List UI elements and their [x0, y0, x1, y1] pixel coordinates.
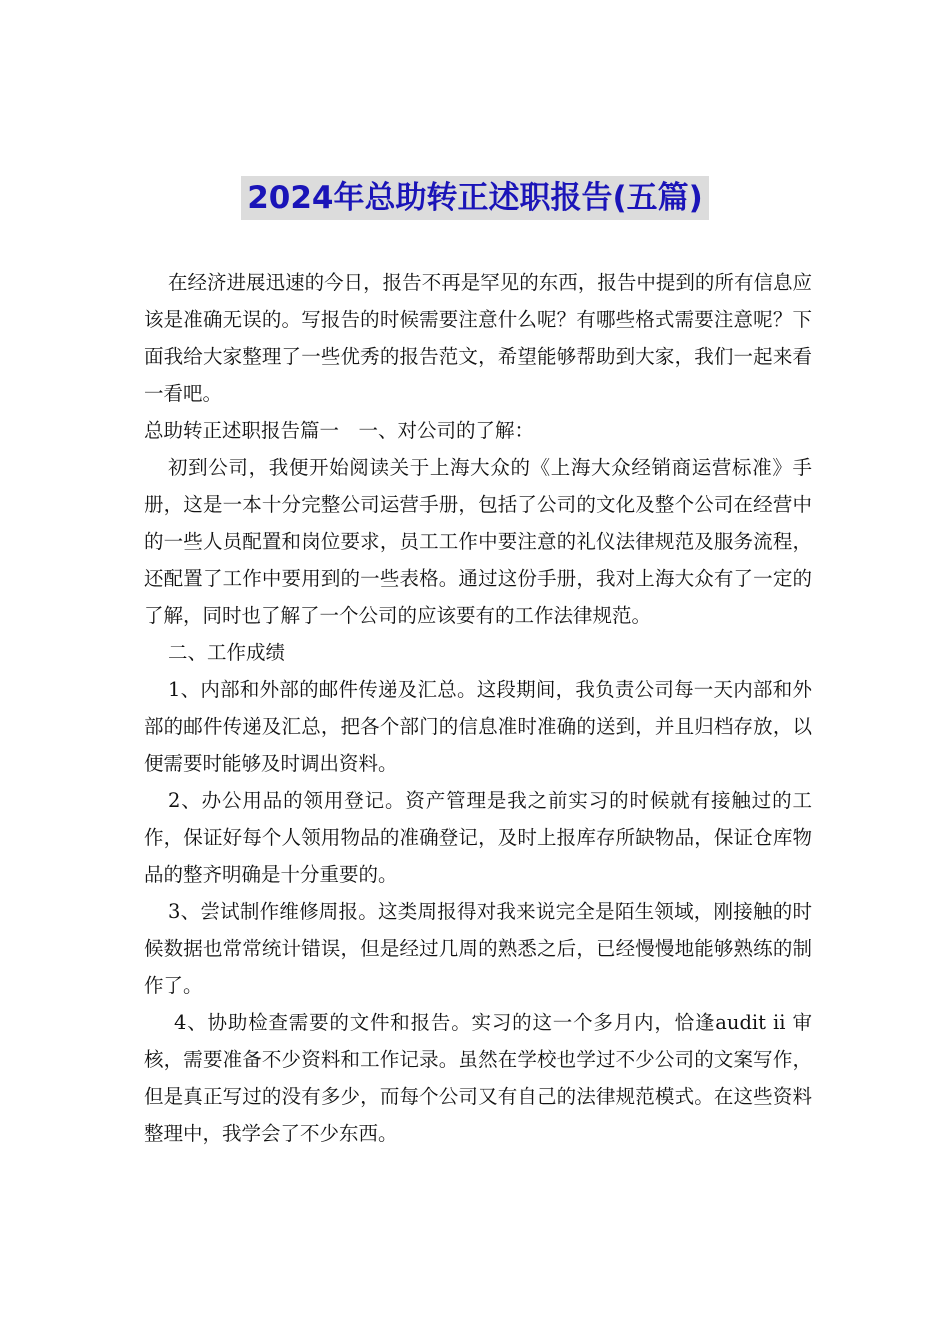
document-title: 2024年总助转正述职报告(五篇)	[241, 176, 709, 220]
paragraph-intro: 在经济进展迅速的今日，报告不再是罕见的东西，报告中提到的所有信息应该是准确无误的。写报告的时候需要注意什么呢？有哪些格式需要注意呢？下面我给大家整理了一些优秀的报告范文，希望能够帮助到大家，我们一起来看一看吧。	[144, 271, 812, 405]
paragraph-item-3: 3、尝试制作维修周报。这类周报得对我来说完全是陌生领域，刚接触的时候数据也常常统计错误，但是经过几周的熟悉之后，已经慢慢地能够熟练的制作了。	[144, 900, 812, 997]
paragraph-item-2: 2、办公用品的领用登记。资产管理是我之前实习的时候就有接触过的工作，保证好每个人领用物品的准确登记，及时上报库存所缺物品，保证仓库物品的整齐明确是十分重要的。	[144, 789, 812, 886]
paragraph-item-4: 4、协助检查需要的文件和报告。实习的这一个多月内，恰逢audit ii 审核，需要准备不少资料和工作记录。虽然在学校也学过不少公司的文案写作，但是真正写过的没有多少，而每个公司又有自己的法律规范模式。在这些资料整理中，我学会了不少东西。	[144, 1011, 812, 1145]
paragraph-item-1: 1、内部和外部的邮件传递及汇总。这段期间，我负责公司每一天内部和外部的邮件传递及汇总，把各个部门的信息准时准确的送到，并且归档存放，以便需要时能够及时调出资料。	[144, 678, 812, 775]
paragraph-achievements-heading: 二、工作成绩	[168, 641, 286, 664]
paragraph-understanding: 初到公司，我便开始阅读关于上海大众的《上海大众经销商运营标准》手册，这是一本十分完整公司运营手册，包括了公司的文化及整个公司在经营中的一些人员配置和岗位要求，员工工作中要注意的礼仪法律规范及服务流程，还配置了工作中要用到的一些表格。通过这份手册，我对上海大众有了一定的了解，同时也了解了一个公司的应该要有的工作法律规范。	[144, 456, 812, 627]
paragraph-section-heading: 总助转正述职报告篇一 一、对公司的了解：	[144, 419, 535, 442]
title-wrap	[0, 176, 950, 220]
document-body	[144, 264, 812, 1152]
